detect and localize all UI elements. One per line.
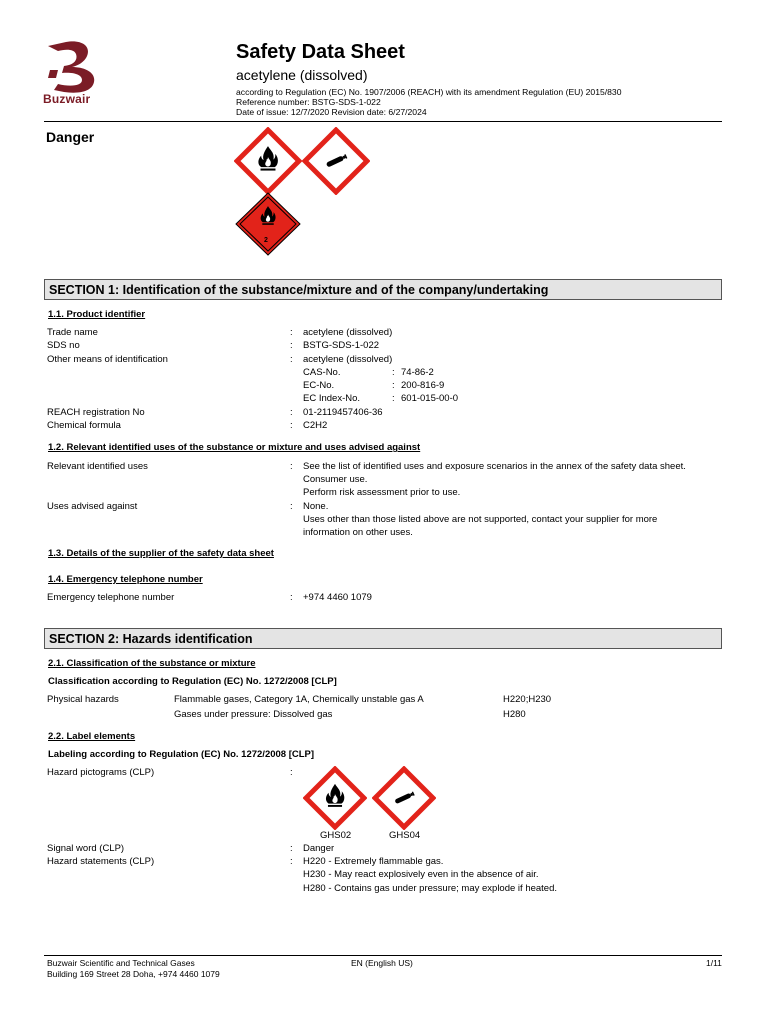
subsection-1-1: 1.1. Product identifier — [48, 309, 146, 320]
colon: : — [290, 856, 293, 867]
hazard-statement: H220 - Extremely flammable gas. — [303, 856, 444, 867]
footer-address: Building 169 Street 28 Doha, +974 4460 1079 — [47, 969, 220, 979]
colon: : — [290, 354, 293, 365]
sds-number-value: BSTG-SDS-1-022 — [303, 340, 380, 351]
uses-advised-against-label: Uses advised against — [47, 501, 138, 512]
footer-page-number: 1/11 — [706, 958, 722, 968]
section-2-header: SECTION 2: Hazards identification — [44, 628, 722, 649]
physical-hazards-label: Physical hazards — [47, 694, 119, 705]
labeling-heading: Labeling according to Regulation (EC) No. 1272/2008 [CLP] — [48, 749, 315, 760]
colon: : — [290, 592, 293, 603]
uses-advised-against-line: Uses other than those listed above are not supported, contact your supplier for more — [303, 514, 658, 525]
uses-advised-against-line: None. — [303, 501, 329, 512]
colon: : — [290, 407, 293, 418]
ghs04-caption: GHS04 — [389, 830, 421, 841]
class-2-flammable-gas-diamond-icon — [234, 191, 302, 257]
footer-divider — [44, 955, 722, 956]
subsection-1-3: 1.3. Details of the supplier of the safety data sheet — [48, 548, 274, 559]
colon: : — [392, 367, 395, 378]
colon: : — [290, 501, 293, 512]
ec-value: 200-816-9 — [401, 380, 445, 391]
ghs02-flame-pictogram-icon — [303, 766, 367, 830]
signal-word-label: Signal word (CLP) — [47, 843, 125, 854]
trade-name-value: acetylene (dissolved) — [303, 327, 393, 338]
colon: : — [392, 380, 395, 391]
chemical-formula-value: C2H2 — [303, 420, 328, 431]
document-title: Safety Data Sheet — [236, 41, 405, 63]
hazard-pictograms-label: Hazard pictograms (CLP) — [47, 767, 155, 778]
colon: : — [290, 420, 293, 431]
flame-pictogram-icon — [234, 127, 302, 195]
ec-index-label: EC Index-No. — [303, 393, 361, 404]
emergency-phone-value: +974 4460 1079 — [303, 592, 372, 603]
colon: : — [392, 393, 395, 404]
other-identification-label: Other means of identification — [47, 354, 168, 365]
identified-uses-line: Perform risk assessment prior to use. — [303, 487, 461, 498]
classification-heading: Classification according to Regulation (EC) No. 1272/2008 [CLP] — [48, 676, 337, 687]
reference-number: Reference number: BSTG-SDS-1-022 — [236, 97, 381, 107]
chemical-formula-label: Chemical formula — [47, 420, 121, 431]
identified-uses-label: Relevant identified uses — [47, 461, 148, 472]
colon: : — [290, 340, 293, 351]
colon: : — [290, 767, 293, 778]
identified-uses-line: Consumer use. — [303, 474, 368, 485]
emergency-phone-label: Emergency telephone number — [47, 592, 175, 603]
cas-label: CAS-No. — [303, 367, 341, 378]
section-1-header: SECTION 1: Identification of the substance/mixture and of the company/undertaking — [44, 279, 722, 300]
signal-word-value: Danger — [303, 843, 335, 854]
trade-name-label: Trade name — [47, 327, 98, 338]
other-identification-value: acetylene (dissolved) — [303, 354, 393, 365]
transport-class-number: 2 — [264, 237, 268, 244]
hazard-class: Flammable gases, Category 1A, Chemically unstable gas A — [174, 694, 424, 705]
subsection-2-1: 2.1. Classification of the substance or mixture — [48, 658, 256, 669]
regulation-note: according to Regulation (EC) No. 1907/2006 (REACH) with its amendment Regulation (EU) 2015/830 — [236, 87, 622, 97]
gas-cylinder-pictogram-icon — [302, 127, 370, 195]
uses-advised-against-line: information on other uses. — [303, 527, 413, 538]
hazard-class: Gases under pressure: Dissolved gas — [174, 709, 333, 720]
reach-value: 01-2119457406-36 — [303, 407, 383, 418]
hazard-code: H220;H230 — [503, 694, 552, 705]
colon: : — [290, 327, 293, 338]
identified-uses-line: See the list of identified uses and exposure scenarios in the annex of the safety data sheet. — [303, 461, 686, 472]
subsection-1-2: 1.2. Relevant identified uses of the substance or mixture and uses advised against — [48, 442, 421, 453]
footer-language: EN (English US) — [351, 958, 413, 968]
hazard-statements-label: Hazard statements (CLP) — [47, 856, 155, 867]
reach-label: REACH registration No — [47, 407, 145, 418]
hazard-statement: H280 - Contains gas under pressure; may explode if heated. — [303, 883, 558, 894]
subsection-2-2: 2.2. Label elements — [48, 731, 136, 742]
footer-company: Buzwair Scientific and Technical Gases — [47, 958, 195, 968]
subsection-1-4: 1.4. Emergency telephone number — [48, 574, 203, 585]
header-divider — [44, 121, 722, 122]
logo-wordmark: Buzwair — [43, 92, 91, 106]
ghs04-gas-cylinder-pictogram-icon — [372, 766, 436, 830]
colon: : — [290, 843, 293, 854]
ec-label: EC-No. — [303, 380, 335, 391]
hazard-code: H280 — [503, 709, 526, 720]
signal-heading: Danger — [46, 129, 95, 145]
ghs02-caption: GHS02 — [320, 830, 352, 841]
cas-value: 74-86-2 — [401, 367, 434, 378]
product-name: acetylene (dissolved) — [236, 67, 368, 83]
sds-number-label: SDS no — [47, 340, 80, 351]
issue-dates: Date of issue: 12/7/2020 Revision date: 6/27/2024 — [236, 107, 427, 117]
colon: : — [290, 461, 293, 472]
hazard-statement: H230 - May react explosively even in the absence of air. — [303, 869, 539, 880]
ec-index-value: 601-015-00-0 — [401, 393, 459, 404]
